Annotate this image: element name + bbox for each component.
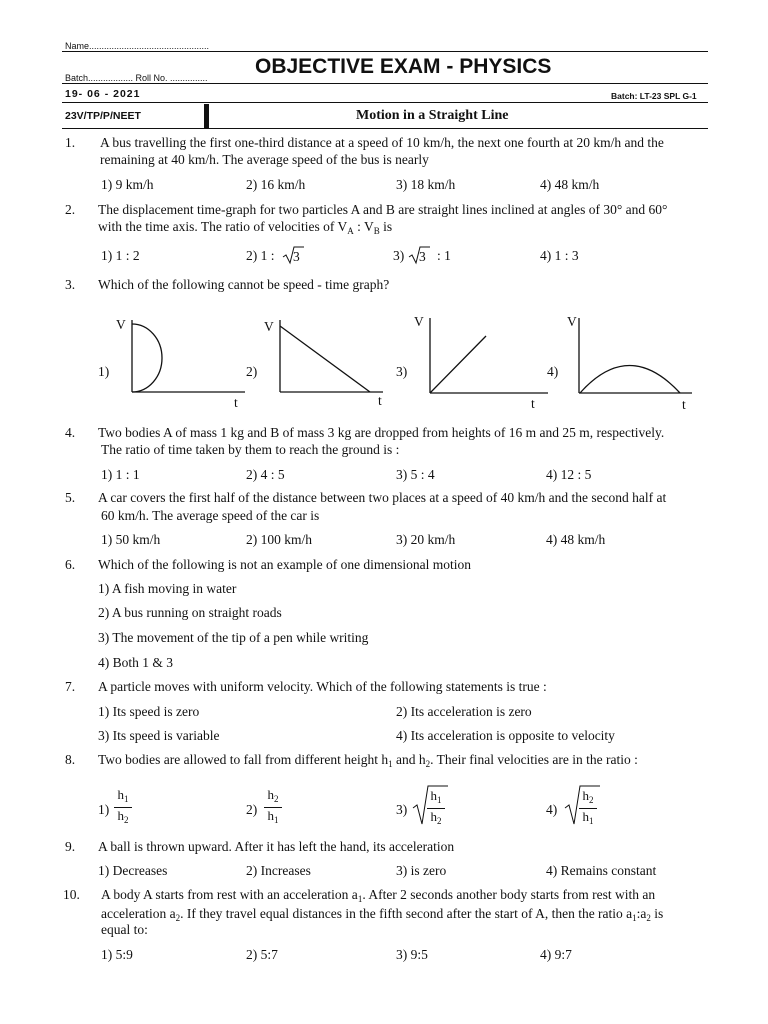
header-top-rule [62, 51, 708, 52]
option: 4) Its acceleration is opposite to velocity [396, 728, 615, 743]
axis-label-t: t [234, 395, 238, 410]
question-number: 7. [65, 679, 76, 694]
option: 4) 48 km/h [540, 177, 600, 192]
question-text: A ball is thrown upward. After it has left the hand, its acceleration [98, 839, 455, 854]
option: 1) 5:9 [101, 947, 133, 962]
question-text: A particle moves with uniform velocity. Which of the following statements is true : [98, 679, 547, 694]
fraction-h1-over-h2: $h_1$ $h_2$ [114, 788, 132, 827]
option: 1) A fish moving in water [98, 581, 237, 596]
option: 3) 18 km/h [396, 177, 456, 192]
option: 2) 1 : [246, 248, 275, 263]
question-text: Two bodies A of mass 1 kg and B of mass 3 kg are dropped from heights of 16 m and 25 m, respectively. [98, 425, 665, 440]
question-text: equal to: [101, 922, 148, 937]
question-text: remaining at 40 km/h. The average speed of the bus is nearly [100, 152, 429, 167]
option: 3) is zero [396, 863, 447, 878]
option: 1) Decreases [98, 863, 168, 878]
option: 1) 1 : 1 [101, 467, 140, 482]
question-text: with the time axis. The ratio of velocities of $V_A$ : $V_B$ is [98, 219, 393, 236]
question-text: A body A starts from rest with an acceleration $a_1$. After 2 seconds another body starts from rest with an [101, 887, 656, 904]
question-text: The ratio of time taken by them to reach the ground is : [101, 442, 400, 457]
option: 2) A bus running on straight roads [98, 605, 282, 620]
question-text: Which of the following cannot be speed - time graph? [98, 277, 390, 292]
name-field-label: Name................................................ [65, 41, 210, 51]
axis-label-v: V [567, 314, 577, 329]
axis-label-v: V [116, 317, 126, 332]
question-text: Which of the following is not an example of one dimensional motion [98, 557, 472, 572]
header-bottom-rule [62, 128, 708, 129]
option: 4) Both 1 & 3 [98, 655, 174, 670]
option-label: 4) [546, 802, 558, 817]
option: 4) 1 : 3 [540, 248, 579, 263]
question-number: 1. [65, 135, 76, 150]
speed-time-graph-1 [130, 320, 250, 400]
question-number: 4. [65, 425, 76, 440]
question-text: 60 km/h. The average speed of the car is [101, 508, 320, 523]
option-label: 3) [396, 802, 408, 817]
question-text: Two bodies are allowed to fall from different height $h_1$ and $h_2$. Their final velocities are in the ratio : [98, 752, 638, 769]
question-text: A car covers the first half of the distance between two places at a speed of 40 km/h and the second half at [98, 490, 667, 505]
sqrt-fraction-h2-over-h1: $h_2$ $h_1$ [579, 789, 597, 828]
option: 4) 48 km/h [546, 532, 606, 547]
topic-divider-bar [204, 104, 209, 128]
option: 3) Its speed is variable [98, 728, 220, 743]
page-title: OBJECTIVE EXAM - PHYSICS [255, 55, 552, 78]
option: 2) 16 km/h [246, 177, 306, 192]
option-label: 2) [246, 802, 258, 817]
axis-label-t: t [378, 393, 382, 408]
option: 3) 9:5 [396, 947, 428, 962]
option-label: 3) [396, 364, 408, 379]
option-label: 2) [246, 364, 258, 379]
option: 1) 9 km/h [101, 177, 154, 192]
option-label: 1) [98, 802, 110, 817]
option: 3) The movement of the tip of a pen while writing [98, 630, 369, 645]
question-text: A bus travelling the first one-third distance at a speed of 10 km/h, the next one fourth at 20 km/h and the [100, 135, 664, 150]
option: 1) 50 km/h [101, 532, 161, 547]
question-number: 3. [65, 277, 76, 292]
question-number: 5. [65, 490, 76, 505]
option: 2) 5:7 [246, 947, 278, 962]
question-text: The displacement time-graph for two particles A and B are straight lines inclined at angles of 30° and 60° [98, 202, 668, 217]
axis-label-t: t [682, 397, 686, 412]
option: 2) Its acceleration is zero [396, 704, 532, 719]
fraction-h2-over-h1: $h_2$ $h_1$ [264, 788, 282, 827]
question-number: 6. [65, 557, 76, 572]
speed-time-graph-3 [428, 318, 558, 398]
option-root-value: 3 [419, 249, 426, 264]
option: 1) Its speed is zero [98, 704, 200, 719]
axis-label-t: t [531, 396, 535, 411]
option-root-value: 3 [293, 249, 300, 264]
option: 3) 5 : 4 [396, 467, 435, 482]
question-number: 10. [63, 887, 80, 902]
option: : 1 [437, 248, 451, 263]
option: 2) Increases [246, 863, 311, 878]
batch-code: Batch: LT-23 SPL G-1 [611, 91, 697, 101]
course-code: 23V/TP/P/NEET [65, 110, 141, 122]
question-number: 9. [65, 839, 76, 854]
option: 2) 4 : 5 [246, 467, 285, 482]
header-rule-2 [62, 102, 708, 103]
question-number: 2. [65, 202, 76, 217]
header-mid-rule [62, 83, 708, 84]
option-label: 1) [98, 364, 110, 379]
batch-roll-label: Batch.................. Roll No. ............... [65, 73, 208, 83]
exam-date: 19- 06 - 2021 [65, 88, 141, 100]
question-number: 8. [65, 752, 76, 767]
axis-label-v: V [414, 314, 424, 329]
option-label: 4) [547, 364, 559, 379]
option: 4) Remains constant [546, 863, 657, 878]
option: 4) 9:7 [540, 947, 572, 962]
option: 1) 1 : 2 [101, 248, 140, 263]
topic-title: Motion in a Straight Line [356, 108, 509, 123]
option: 3) [393, 248, 405, 263]
sqrt-fraction-h1-over-h2: $h_1$ $h_2$ [427, 789, 445, 828]
option: 2) 100 km/h [246, 532, 312, 547]
option: 3) 20 km/h [396, 532, 456, 547]
option: 4) 12 : 5 [546, 467, 592, 482]
question-text: acceleration $a_2$. If they travel equal distances in the fifth second after the start of A, then the ratio $a_1:a_2$ is [101, 906, 664, 923]
axis-label-v: V [264, 319, 274, 334]
speed-time-graph-4 [577, 318, 717, 398]
speed-time-graph-2 [278, 320, 398, 400]
